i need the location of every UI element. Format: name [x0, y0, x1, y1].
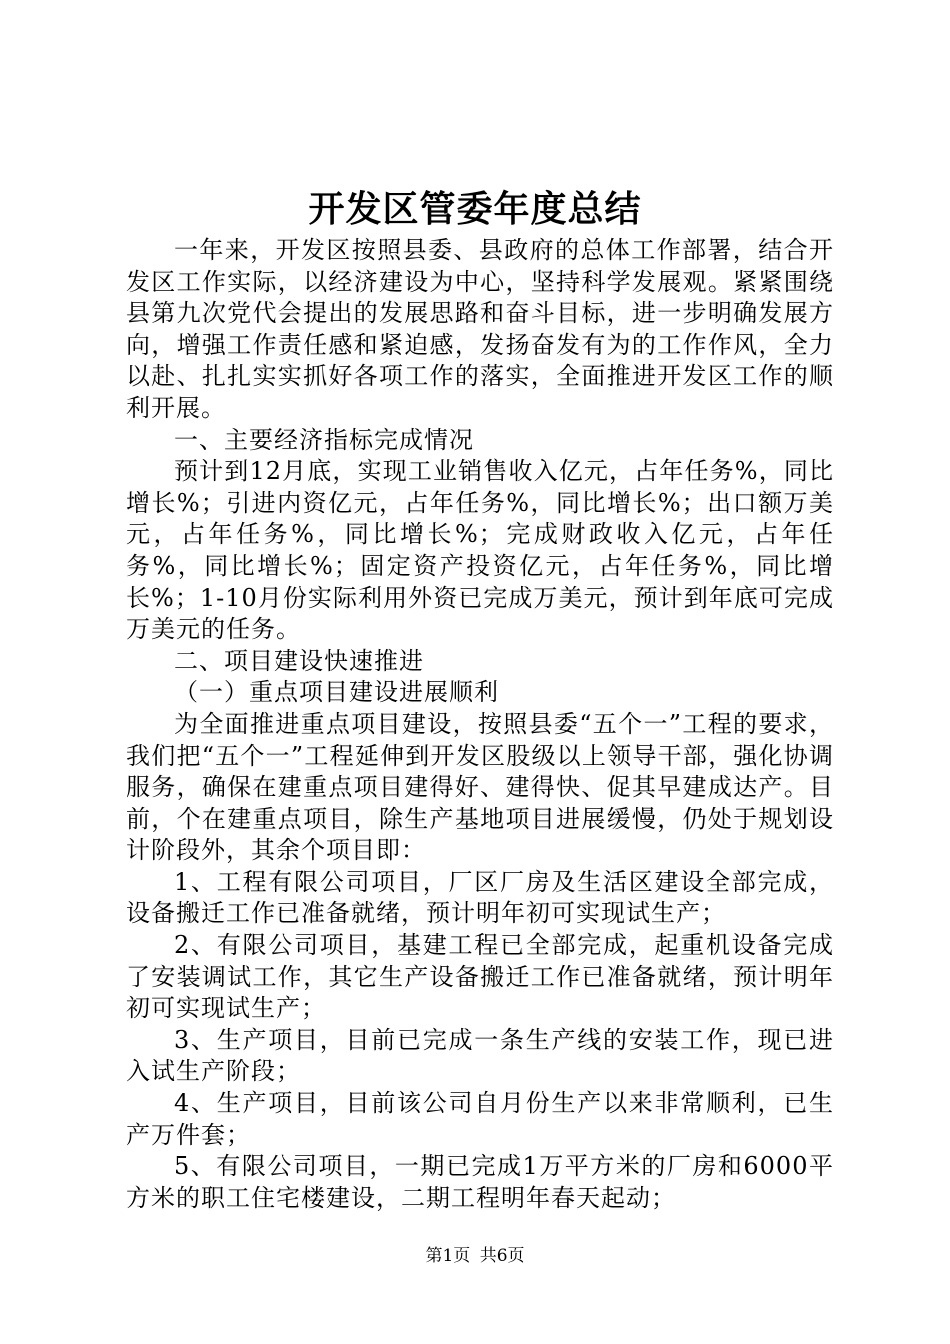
page-number: 第1页: [425, 1246, 471, 1266]
paragraph-indicators: 预计到12月底，实现工业销售收入亿元，占年任务%，同比增长%；引进内资亿元，占年任务%，同比增长%；出口额万美元，占年任务%，同比增长%；完成财政收入亿元，占年任务%，同比增长%；固定资产投资亿元，占年任务%，同比增长%；1-10月份实际利用外资已完成万美元，预计到年底可完成万美元的任务。: [126, 457, 834, 644]
list-item: 4、生产项目，目前该公司自月份生产以来非常顺利，已生产万件套；: [126, 1089, 834, 1149]
list-item: 5、有限公司项目，一期已完成1万平方米的厂房和6000平方米的职工住宅楼建设，二期工程明年春天起动；: [126, 1152, 834, 1212]
list-item: 1、工程有限公司项目，厂区厂房及生活区建设全部完成，设备搬迁工作已准备就绪，预计明年初可实现试生产；: [126, 867, 834, 928]
page-total: 共6页: [479, 1246, 525, 1266]
list-item: 3、生产项目，目前已完成一条生产线的安装工作，现已进入试生产阶段；: [126, 1025, 834, 1086]
subsection-heading-1: （一）重点项目建设进展顺利: [174, 678, 499, 707]
document-body: [126, 235, 834, 1214]
paragraph-intro: 一年来，开发区按照县委、县政府的总体工作部署，结合开发区工作实际，以经济建设为中心，坚持科学发展观。紧紧围绕县第九次党代会提出的发展思路和奋斗目标，进一步明确发展方向，增强工作责任感和紧迫感，发扬奋发有为的工作作风，全力以赴、扎扎实实抓好各项工作的落实，全面推进开发区工作的顺利开展。: [126, 236, 834, 422]
section-heading-1: 一、主要经济指标完成情况: [174, 425, 474, 454]
list-item: 2、有限公司项目，基建工程已全部完成，起重机设备完成了安装调试工作，其它生产设备搬迁工作已准备就绪，预计明年初可实现试生产；: [126, 931, 834, 1023]
section-heading-2: 二、项目建设快速推进: [174, 646, 424, 675]
page-footer: [0, 1244, 950, 1268]
document-title: 开发区管委年度总结: [308, 188, 642, 230]
paragraph-key-projects: 为全面推进重点项目建设，按照县委“五个一”工程的要求，我们把“五个一”工程延伸到开发区股级以上领导干部，强化协调服务，确保在建重点项目建得好、建得快、促其早建成达产。目前，个在建重点项目，除生产基地项目进展缓慢，仍处于规划设计阶段外，其余个项目即：: [126, 709, 834, 865]
